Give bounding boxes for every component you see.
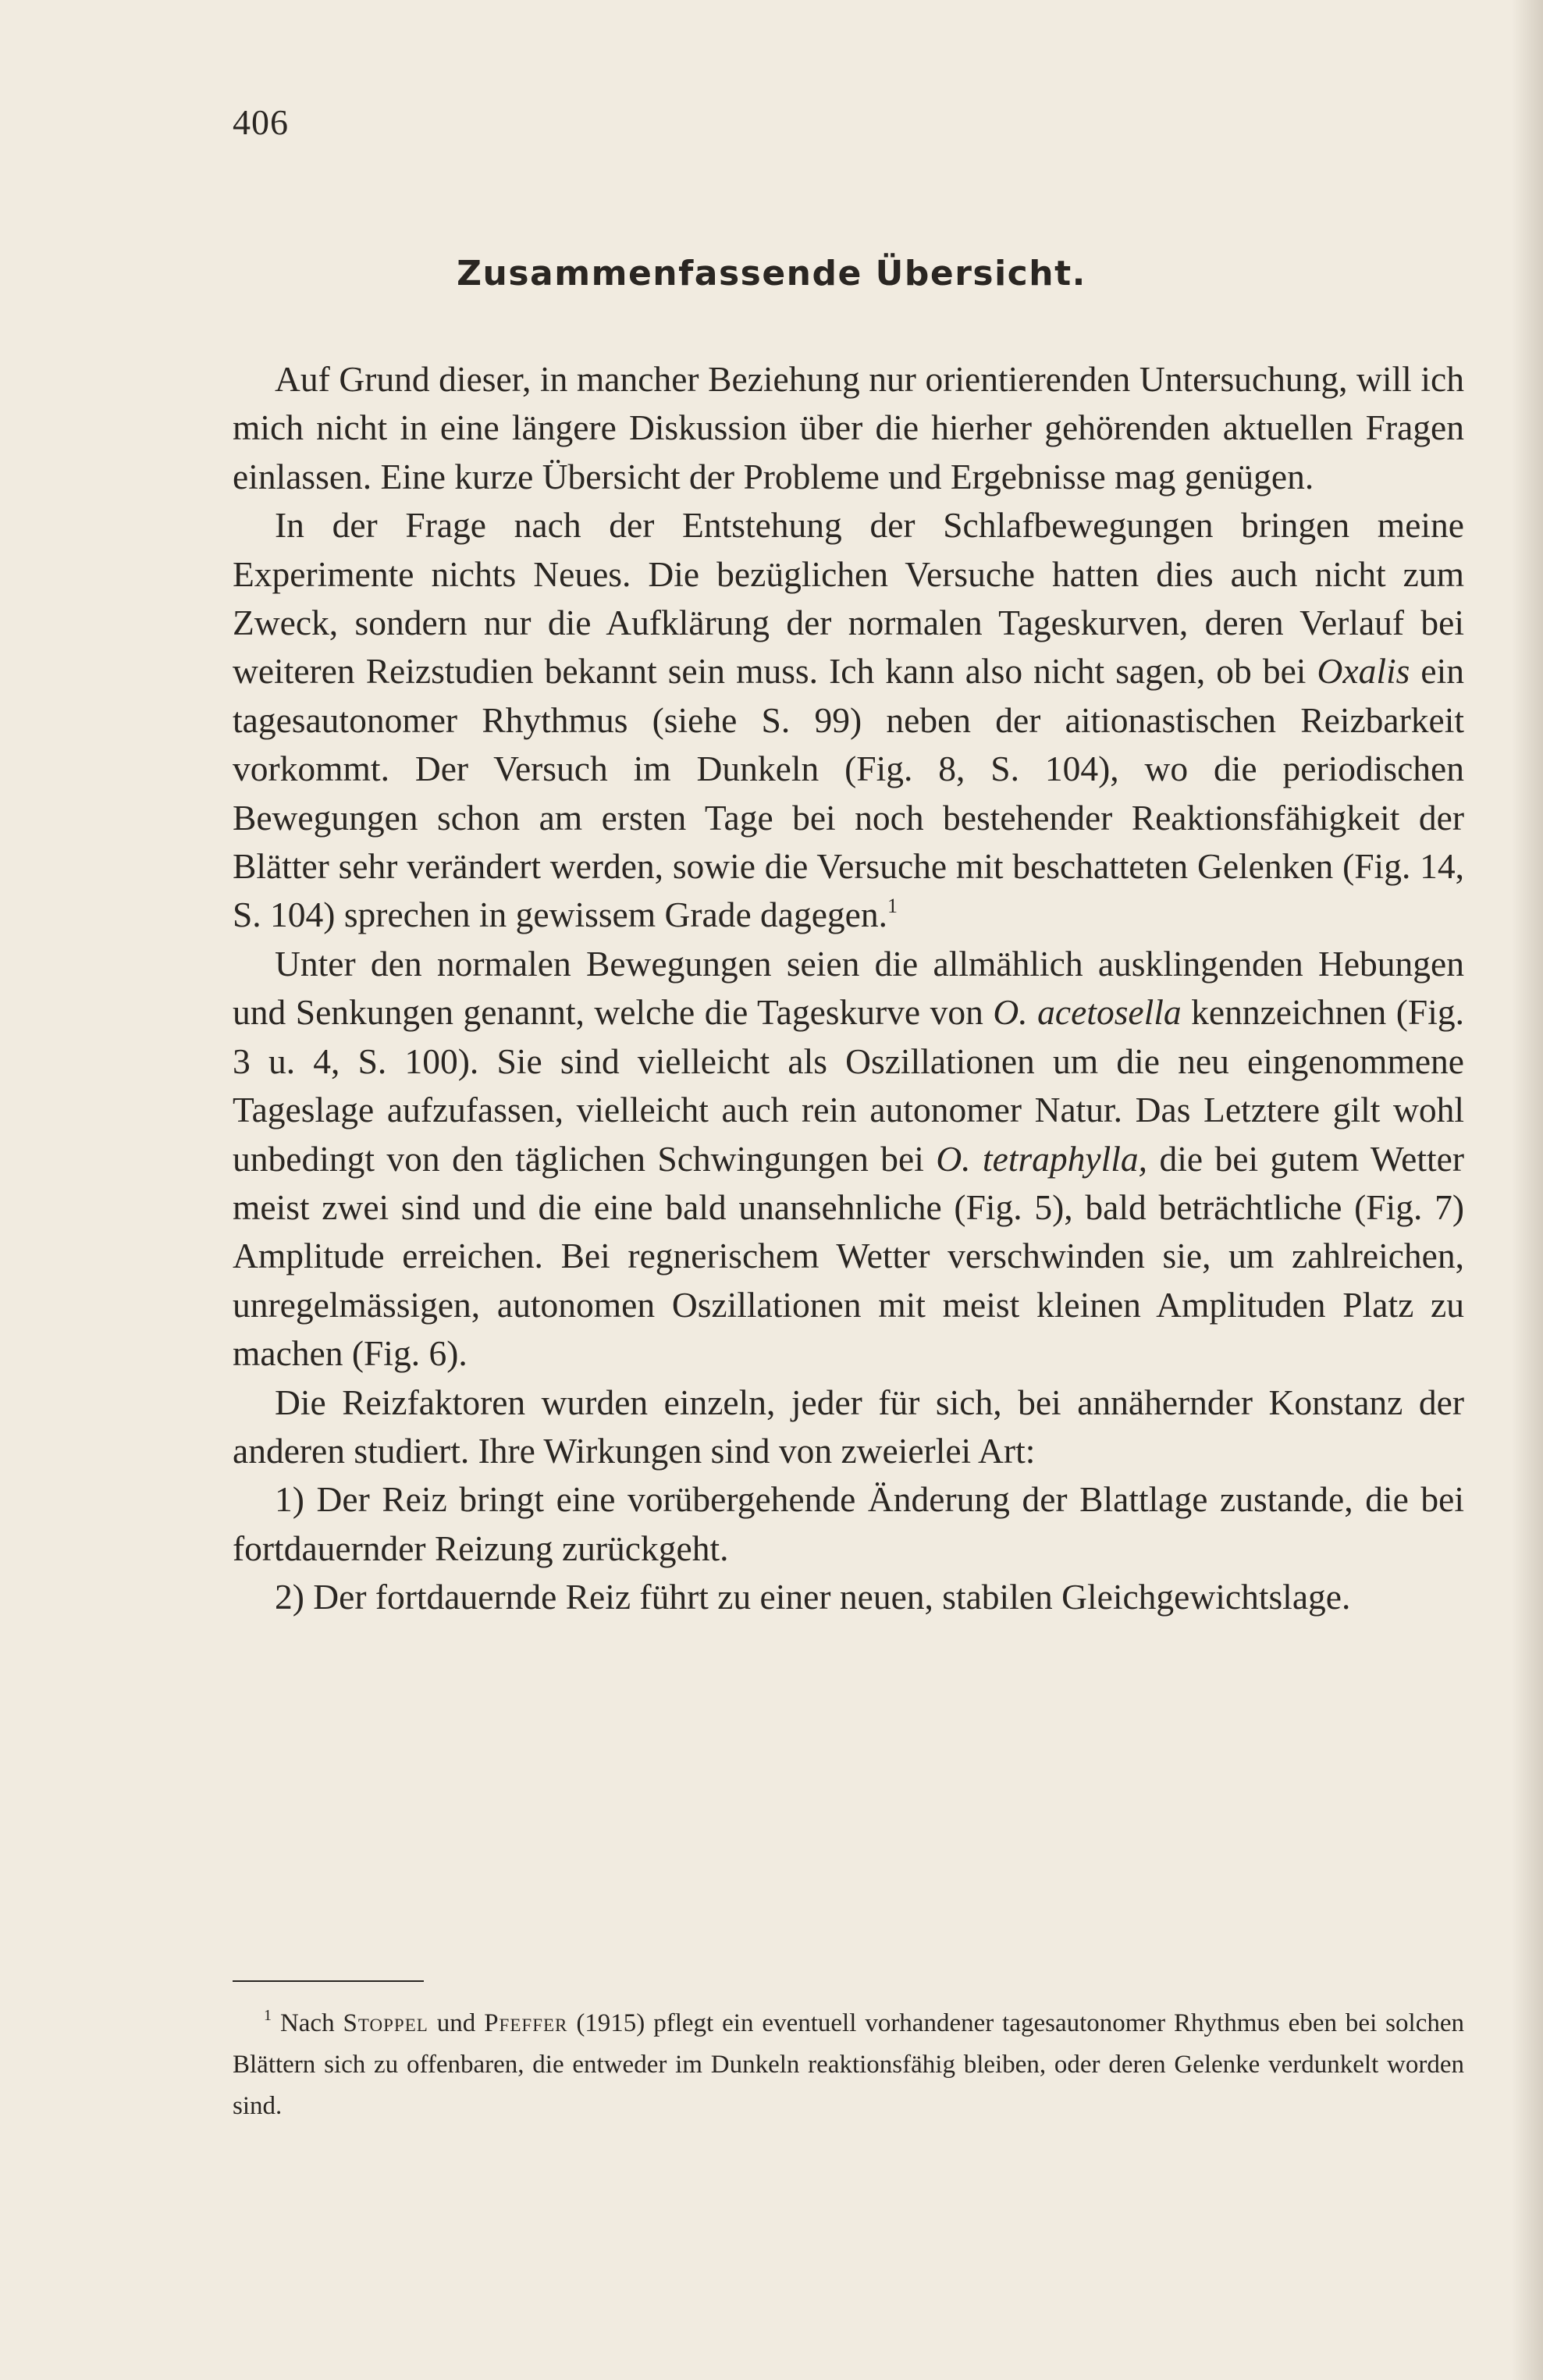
species-name-acetosella: O. acetosella	[993, 992, 1182, 1033]
paragraph-2	[233, 501, 1464, 940]
paragraph-1: Auf Grund dieser, in mancher Beziehung nur orientierenden Untersuchung, will ich mich nicht in eine längere Diskussion über die hierher gehörenden aktuellen Fragen einlassen. Eine kurze Übersicht der Probleme und Ergebnisse mag genügen.	[233, 359, 1464, 496]
footnote-text-mid: und	[428, 2009, 485, 2037]
footnote-text-pre: Nach	[279, 2009, 343, 2037]
page-edge-shadow	[1512, 0, 1543, 2380]
footnote	[233, 2003, 1464, 2127]
paragraph-3-text-a: Unter den normalen Bewegungen seien die allmählich ausklingenden Hebungen und Senkungen genannt, welche die Tageskurve von	[233, 943, 1464, 1033]
species-name-oxalis: Oxalis	[1317, 651, 1410, 692]
species-name-tetraphylla: O. tetraphylla,	[936, 1138, 1148, 1179]
footnote-author-stoppel: Stoppel	[343, 2009, 428, 2037]
footnote-author-pfeffer: Pfeffer	[484, 2009, 568, 2037]
footnote-divider	[233, 1980, 424, 1982]
page-number: 406	[233, 102, 289, 142]
section-title: Zusammenfassende Übersicht.	[457, 254, 1086, 293]
paragraph-3-text-b: kennzeichnen (Fig. 3 u. 4, S. 100). Sie sind vielleicht als Oszillationen um die neu eingenommene Tageslage aufzufassen, vielleicht auch rein autonomer Natur. Das Letztere gilt wohl unbedingt von den täglichen Schwingungen bei	[233, 992, 1465, 1179]
list-item-1: 1) Der Reiz bringt eine vorübergehende Änderung der Blattlage zustande, die bei fortdauernder Reizung zurückgeht.	[233, 1479, 1464, 1568]
paragraph-2-text-b: ein tagesautonomer Rhythmus (siehe S. 99) neben der aitionastischen Reizbarkeit vorkommt. Der Versuch im Dunkeln (Fig. 8, S. 104), wo die periodischen Bewegungen schon am ersten Tage bei noch bestehender Reaktionsfähigkeit der Blätter sehr verändert werden, sowie die Versuche mit beschatteten Gelenken (Fig. 14, S. 104) sprechen in gewissem Grade dagegen.	[233, 651, 1464, 935]
paragraph-2-text-a: In der Frage nach der Entstehung der Schlafbewegungen bringen meine Experimente nichts Neues. Die bezüglichen Versuche hatten dies auch nicht zum Zweck, sondern nur die Aufklärung der normalen Tageskurven, deren Verlauf bei weiteren Reizstudien bekannt sein muss. Ich kann also nicht sagen, ob bei	[233, 505, 1464, 692]
list-item-2: 2) Der fortdauernde Reiz führt zu einer neuen, stabilen Gleichgewichtslage.	[275, 1577, 1351, 1617]
body-text	[233, 355, 1464, 1622]
paragraph-3-text-c: die bei gutem Wetter meist zwei sind und die eine bald unansehnliche (Fig. 5), bald beträchtliche (Fig. 7) Amplitude erreichen. Bei regnerischem Wetter verschwinden sie, um zahlreichen, unregelmässigen, autonomen Oszillationen mit meist kleinen Amplituden Platz zu machen (Fig. 6).	[233, 1138, 1464, 1374]
paragraph-4: Die Reizfaktoren wurden einzeln, jeder für sich, bei annähernder Konstanz der anderen studiert. Ihre Wirkungen sind von zweierlei Art:	[233, 1382, 1464, 1471]
footnote-marker: 1	[264, 2007, 272, 2024]
footnote-text-post: (1915) pflegt ein eventuell vorhandener tagesautonomer Rhythmus eben bei solchen Blättern sich zu offenbaren, die entweder im Dunkeln reaktionsfähig bleiben, oder deren Gelenke verdunkelt worden sind.	[233, 2009, 1464, 2120]
paragraph-3	[233, 940, 1464, 1379]
footnote-reference: 1	[887, 895, 898, 918]
